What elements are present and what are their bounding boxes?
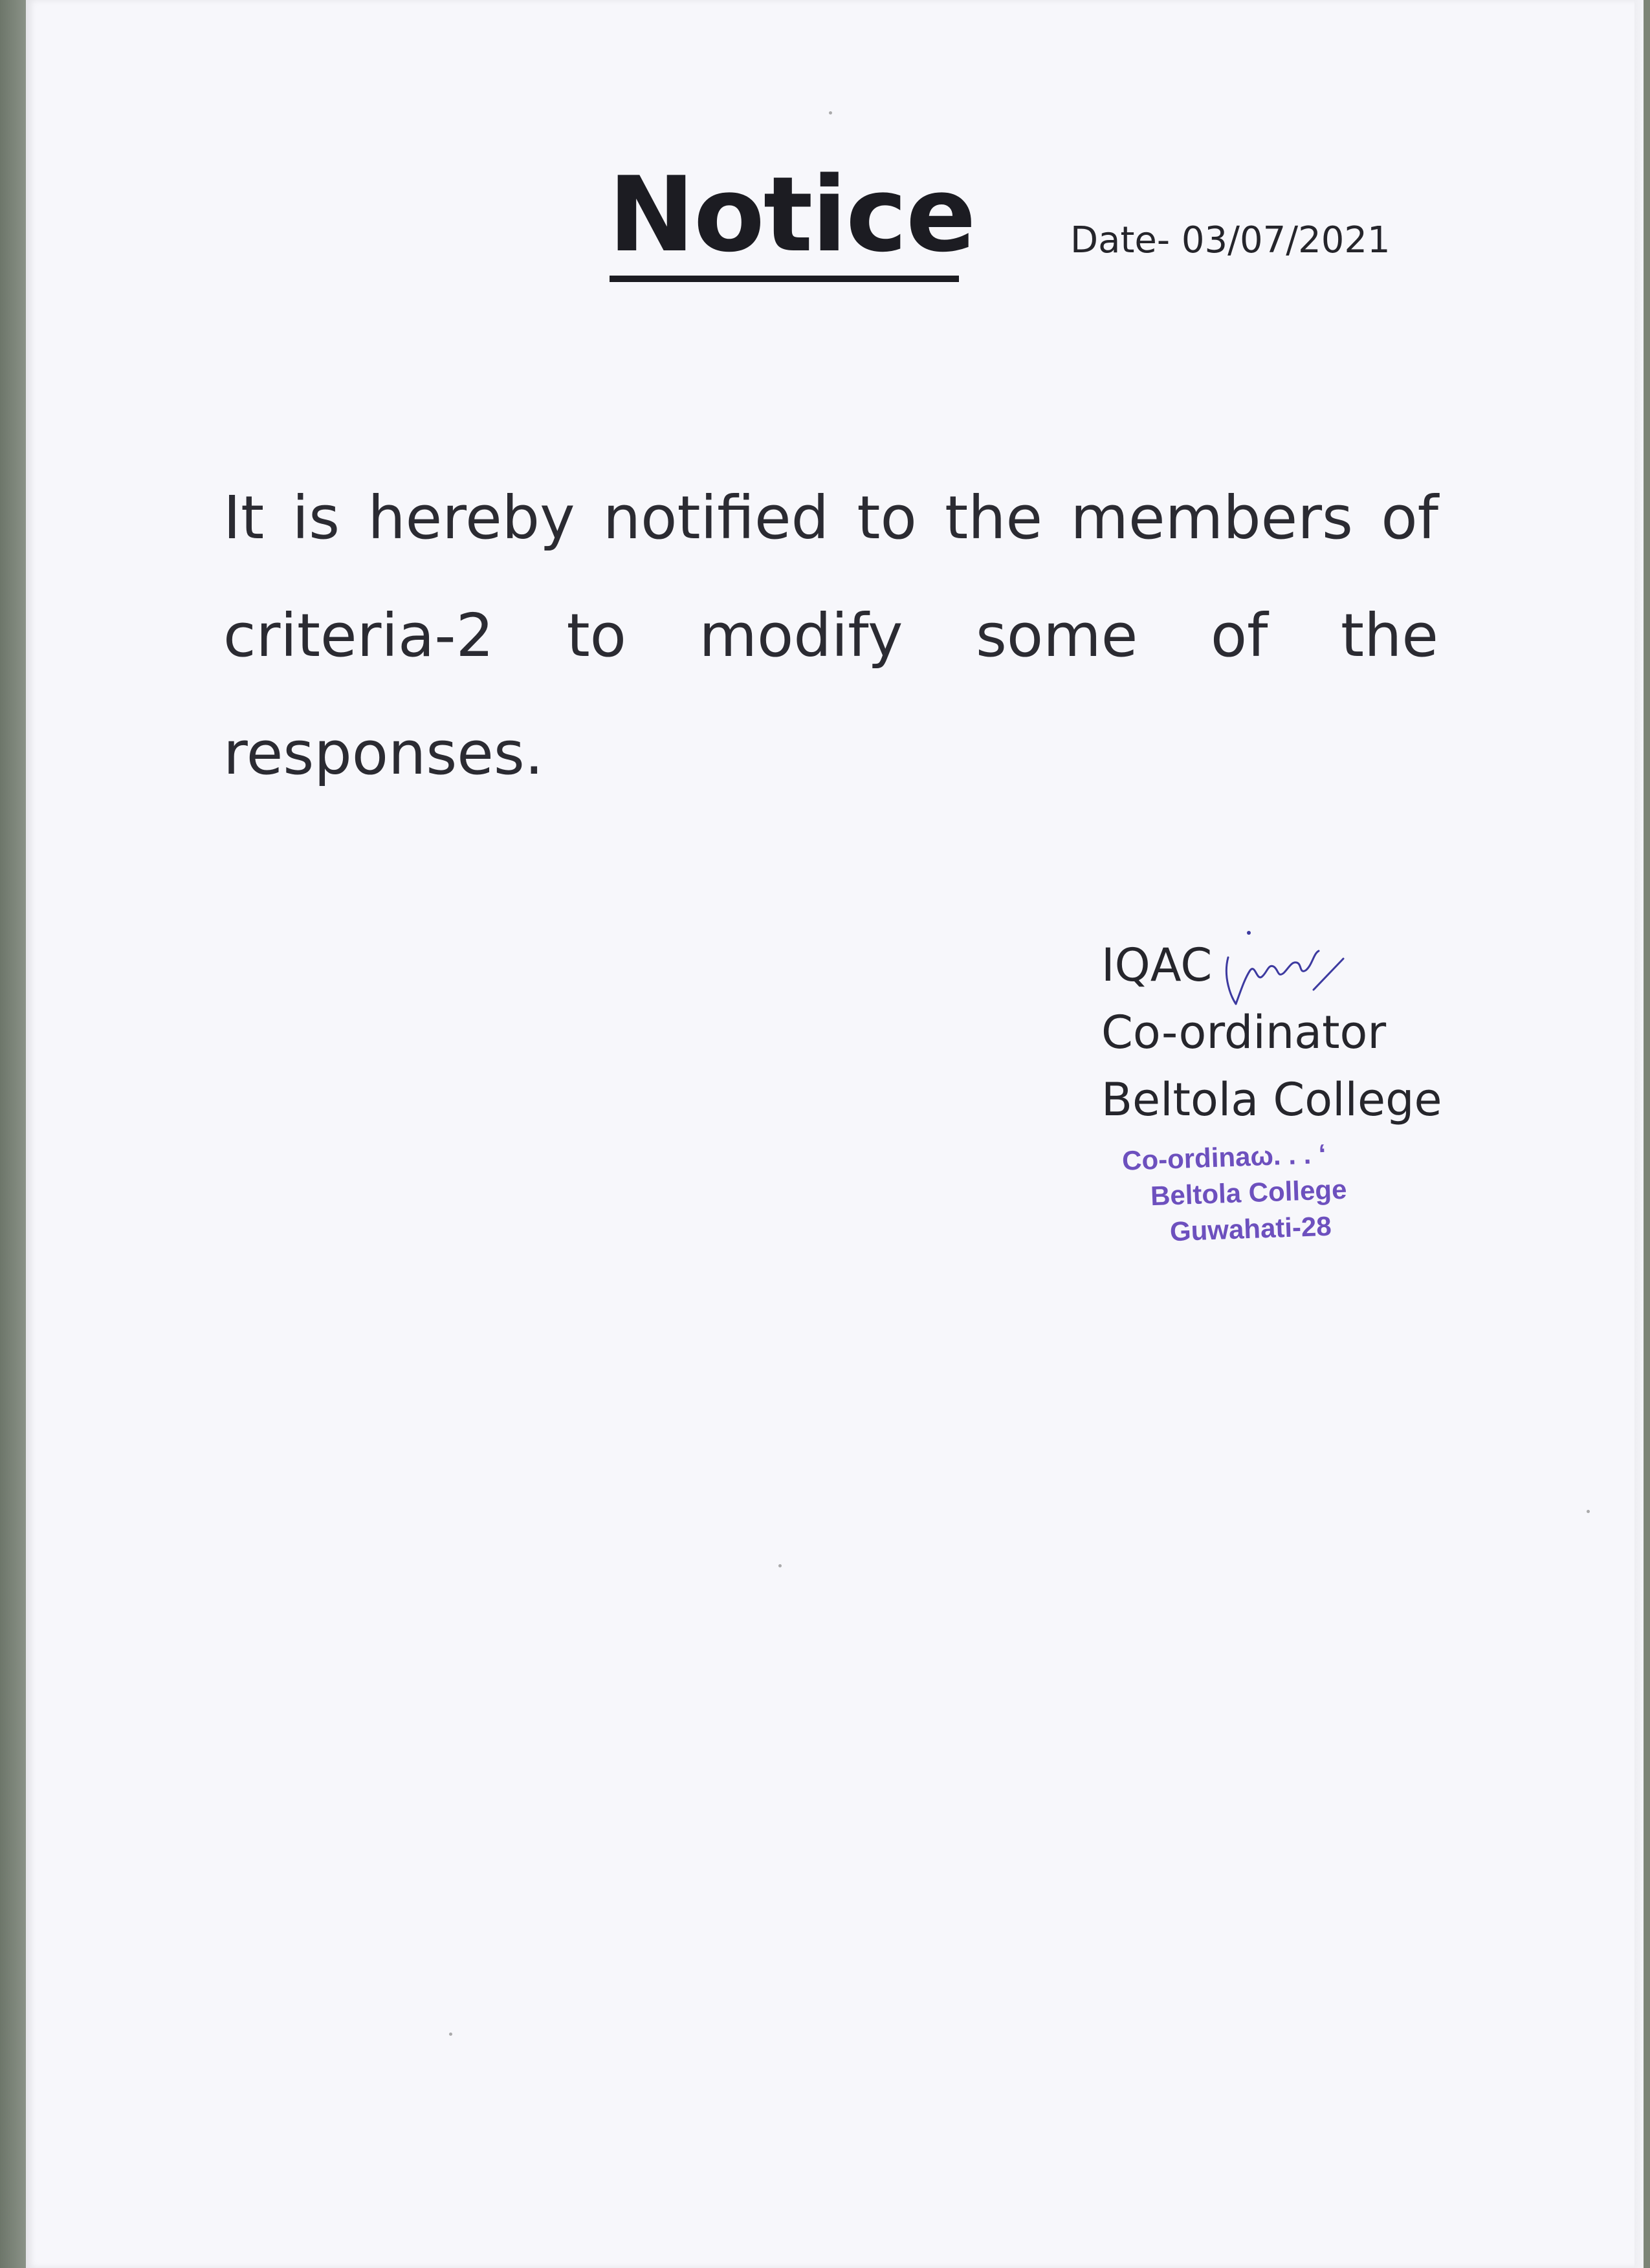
stamp-line-city: Guwahati-28 — [1169, 1210, 1332, 1247]
scan-background-edge — [0, 0, 26, 2268]
signatory-line-iqac: IQAC — [1101, 939, 1213, 992]
official-stamp — [1111, 1134, 1387, 1252]
title-underline — [610, 276, 959, 282]
stamp-line-role: Co-ordinaω. . . ‘ — [1121, 1138, 1327, 1176]
notice-page — [26, 0, 1644, 2268]
notice-title: Notice — [608, 154, 975, 275]
notice-body: It is hereby notified to the members of criteria-2 to modify some of the responses. — [223, 483, 1438, 788]
signatory-line-college: Beltola College — [1101, 1073, 1442, 1126]
stamp-line-college: Beltola College — [1150, 1173, 1348, 1212]
paper-edge — [1634, 0, 1644, 2268]
scan-speck — [1587, 1510, 1590, 1513]
scan-speck — [829, 111, 832, 114]
notice-date: Date- 03/07/2021 — [1070, 219, 1391, 261]
signatory-line-role: Co-ordinator — [1101, 1006, 1387, 1059]
signatory-block — [1101, 932, 1442, 1133]
scan-speck — [778, 1564, 782, 1567]
scan-speck — [449, 2033, 452, 2036]
